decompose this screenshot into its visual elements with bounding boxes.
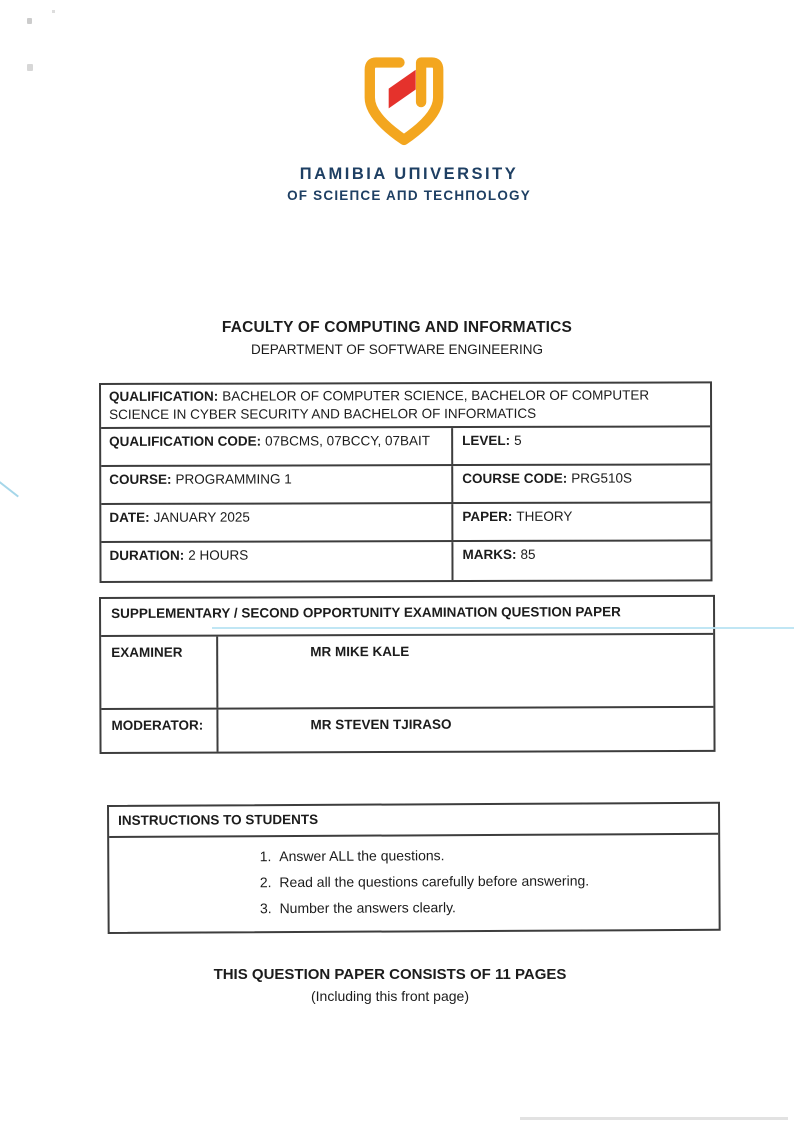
scan-speck <box>27 18 32 24</box>
qualification-code-label: QUALIFICATION CODE: <box>109 433 262 449</box>
moderator-row <box>101 708 713 752</box>
instruction-item: 3. Number the answers clearly. <box>275 893 718 921</box>
marks-value: 85 <box>520 546 536 562</box>
paper-value: THEORY <box>516 508 573 524</box>
qualification-label: QUALIFICATION: <box>109 388 219 404</box>
instructions-table <box>107 802 721 934</box>
date-value: JANUARY 2025 <box>153 509 250 525</box>
course-value: PROGRAMMING 1 <box>175 471 292 487</box>
scan-artifact-cyan-line <box>212 627 794 629</box>
front-page-note: (Including this front page) <box>311 988 469 1004</box>
course-code-value: PRG510S <box>571 470 633 486</box>
scan-speck <box>52 10 55 13</box>
shield-outline-icon <box>370 63 438 140</box>
exam-info-table <box>99 595 716 754</box>
date-label: DATE: <box>109 509 150 525</box>
moderator-name: MR STEVEN TJIRASO <box>310 716 452 733</box>
level-value: 5 <box>514 432 522 448</box>
level-label: LEVEL: <box>462 432 511 449</box>
examiner-label: EXAMINER <box>101 637 218 708</box>
scan-artifact-bottom-line <box>520 1117 788 1120</box>
scan-artifact-cyan-slash <box>0 479 19 497</box>
instructions-title: INSTRUCTIONS TO STUDENTS <box>109 804 718 838</box>
red-band-icon <box>389 70 416 109</box>
table-row <box>101 503 710 543</box>
qualification-table <box>99 381 713 583</box>
instruction-item: 1. Answer ALL the questions. <box>275 841 718 869</box>
qualification-row <box>101 383 710 429</box>
course-code-label: COURSE CODE: <box>462 470 568 487</box>
scan-speck <box>27 64 33 71</box>
instruction-item: 2. Read all the questions carefully before answering. <box>275 867 718 895</box>
table-row <box>101 465 710 505</box>
faculty-title: FACULTY OF COMPUTING AND INFORMATICS <box>221 319 573 336</box>
university-shield-logo <box>359 54 449 152</box>
table-row <box>101 541 710 581</box>
marks-label: MARKS: <box>462 546 517 563</box>
duration-value: 2 HOURS <box>188 547 249 563</box>
course-label: COURSE: <box>109 471 172 487</box>
exam-paper-title: SUPPLEMENTARY / SECOND OPPORTUNITY EXAMINATION QUESTION PAPER <box>101 597 713 637</box>
duration-label: DURATION: <box>109 547 185 563</box>
qualification-value: BACHELOR OF COMPUTER SCIENCE, BACHELOR OF COMPUTER SCIENCE IN CYBER SECURITY AND BACHELOR OF INFORMATICS <box>109 387 650 422</box>
qualification-code-value: 07BCMS, 07BCCY, 07BAIT <box>265 433 430 449</box>
paper-label: PAPER: <box>462 508 513 525</box>
university-subtitle: OF SCIEПCE AПD TECHПOLOGY <box>287 188 531 203</box>
moderator-label: MODERATOR: <box>101 710 218 752</box>
examiner-row <box>101 635 713 710</box>
table-row <box>101 427 710 467</box>
department-title: DEPARTMENT OF SOFTWARE ENGINEERING <box>250 342 544 357</box>
instructions-list <box>109 835 718 932</box>
examiner-name: MR MIKE KALE <box>310 643 410 660</box>
page-count-note: THIS QUESTION PAPER CONSISTS OF 11 PAGES <box>213 966 567 983</box>
university-name: ПAMIBIA UПIVERSITY <box>299 165 519 183</box>
